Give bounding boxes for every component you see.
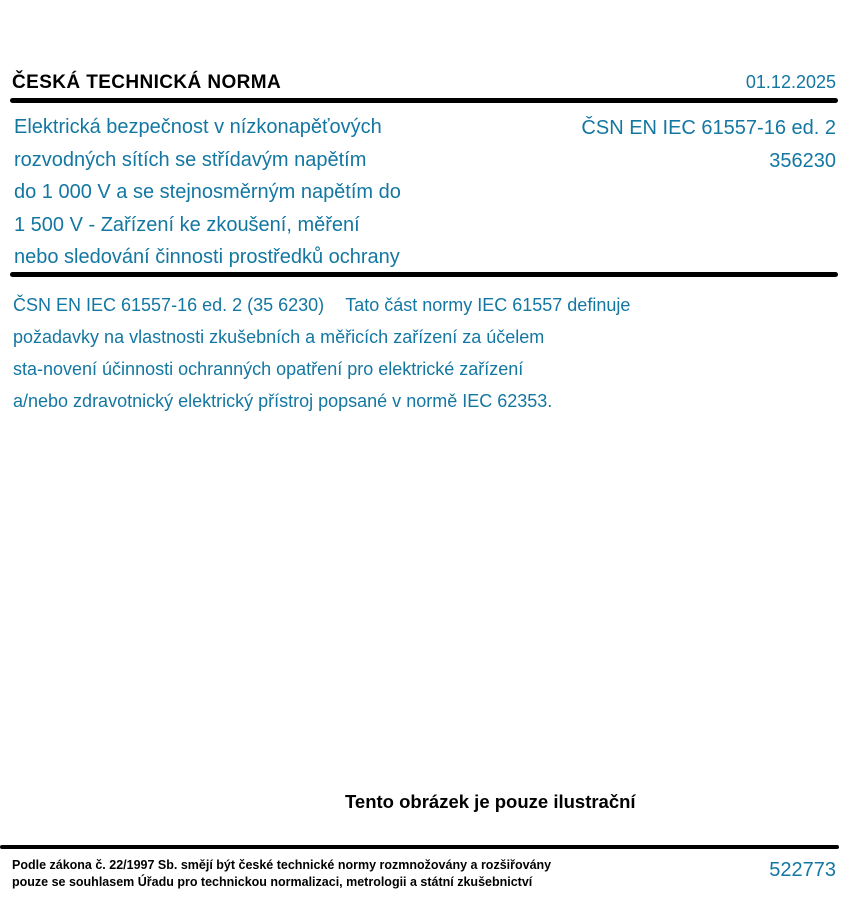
page-title: ČESKÁ TECHNICKÁ NORMA	[12, 72, 282, 93]
norm-designation: ČSN EN IEC 61557-16 ed. 2	[581, 117, 836, 139]
norm-title-line: nebo sledování činnosti prostředků ochrany	[14, 246, 400, 268]
footer-divider-rule	[0, 845, 839, 849]
abstract-line: sta-novení účinnosti ochranných opatření pro elektrické zařízení	[13, 359, 524, 379]
header-divider-rule	[10, 98, 838, 103]
legal-note-line: Podle zákona č. 22/1997 Sb. smějí být české technické normy rozmnožovány a rozšiřovány	[12, 858, 552, 872]
norm-title-line: do 1 000 V a se stejnosměrným napětím do	[14, 181, 401, 203]
designation-block	[581, 112, 836, 177]
title-divider-rule	[10, 272, 838, 277]
abstract-sentence-start: Tato část normy IEC 61557 definuje	[345, 295, 631, 315]
catalog-number: 356230	[769, 149, 836, 172]
illustration-note: Tento obrázek je pouze ilustrační	[345, 791, 636, 812]
norm-title-line: 1 500 V - Zařízení ke zkoušení, měření	[14, 213, 360, 236]
abstract-line: požadavky na vlastnosti zkušebních a měřicích zařízení za účelem	[13, 327, 545, 347]
abstract-reference: ČSN EN IEC 61557-16 ed. 2 (35 6230)	[13, 295, 325, 315]
document-number: 522773	[769, 859, 836, 881]
norm-title-line: Elektrická bezpečnost v nízkonapěťových	[14, 116, 382, 138]
abstract-line	[13, 289, 630, 321]
legal-note-line: pouze se souhlasem Úřadu pro technickou normalizaci, metrologii a státní zkušebnictví	[12, 874, 533, 889]
norm-title	[14, 111, 401, 274]
abstract	[13, 289, 630, 417]
norm-title-line: rozvodných sítích se střídavým napětím	[14, 148, 367, 171]
issue-date: 01.12.2025	[745, 72, 836, 92]
legal-note	[12, 857, 551, 890]
abstract-line: a/nebo zdravotnický elektrický přístroj popsané v normě IEC 62353.	[13, 391, 553, 411]
